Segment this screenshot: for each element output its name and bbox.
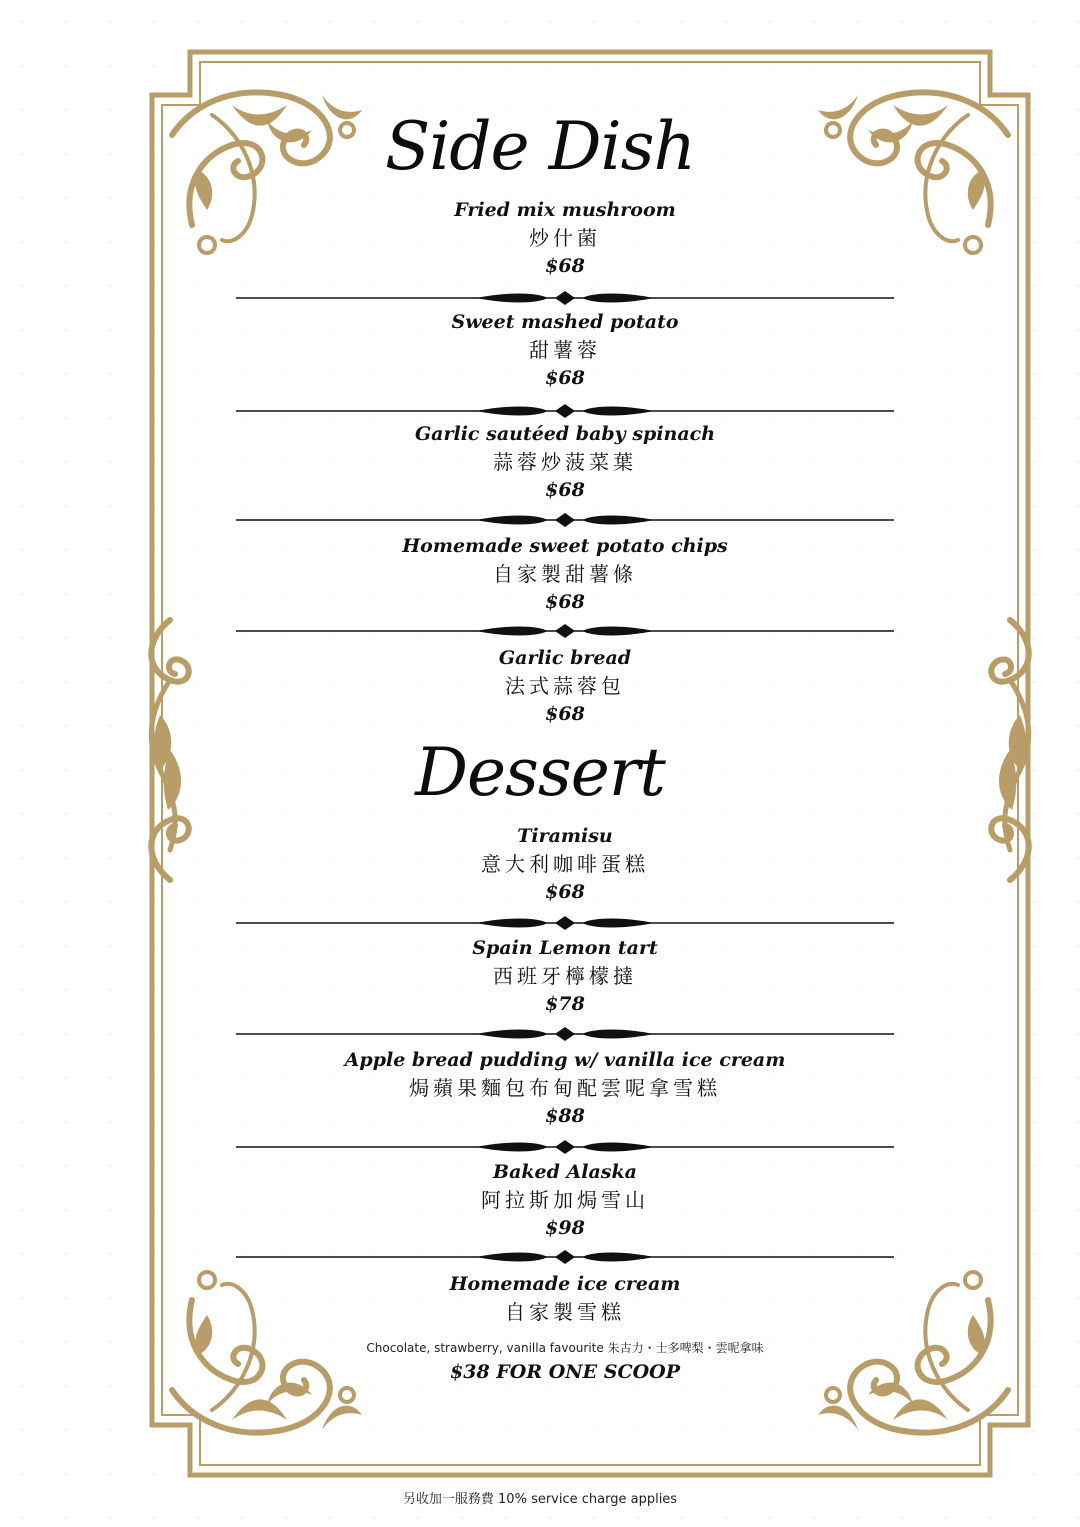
menu-item [236,644,894,728]
item-name-en: Homemade sweet potato chips [402,535,728,557]
item-name-en: Tiramisu [517,825,613,847]
item-name-en: Homemade ice cream [449,1273,681,1295]
menu-item [236,822,894,906]
menu-item [236,1270,894,1326]
divider [236,1139,894,1155]
menu-item [236,196,894,280]
item-price: $68 [545,255,585,277]
divider [236,623,894,639]
item-name-zh: 法式蒜蓉包 [505,674,625,698]
menu-item [236,532,894,616]
item-price: $98 [545,1217,585,1239]
section-title-dessert: Dessert [415,734,665,811]
divider [236,1026,894,1042]
item-price: $68 [545,881,585,903]
item-name-en: Garlic sautéed baby spinach [414,423,716,445]
divider [236,915,894,931]
ice-cream-flavours: Chocolate, strawberry, vanilla favourite 朱古力・士多啤梨・雲呢拿味 [366,1341,764,1355]
divider [236,1249,894,1265]
item-name-en: Apple bread pudding w/ vanilla ice cream [344,1049,786,1071]
item-name-en: Garlic bread [498,647,632,669]
divider [236,512,894,528]
menu-item [236,1046,894,1130]
item-price: $68 [545,703,585,725]
item-name-en: Fried mix mushroom [454,199,676,221]
item-name-zh: 自家製雪糕 [505,1300,625,1324]
item-price: $68 [545,591,585,613]
item-name-zh: 蒜蓉炒菠菜葉 [493,450,637,474]
section-title-side-dish: Side Dish [384,108,695,185]
item-name-zh: 阿拉斯加焗雪山 [481,1188,649,1212]
item-name-zh: 甜薯蓉 [529,338,601,362]
item-price: $88 [545,1105,585,1127]
menu-item [236,308,894,392]
menu-item [236,420,894,504]
item-name-en: Spain Lemon tart [472,937,658,959]
item-name-zh: 自家製甜薯條 [493,562,637,586]
divider [236,403,894,419]
item-name-zh: 西班牙檸檬撻 [493,964,637,988]
item-name-zh: 炒什菌 [529,226,601,250]
item-price: $78 [545,993,585,1015]
item-name-zh: 焗蘋果麵包布甸配雲呢拿雪糕 [409,1076,721,1100]
ice-cream-price: $38 FOR ONE SCOOP [450,1361,680,1383]
menu-item [236,934,894,1018]
item-price: $68 [545,479,585,501]
divider [236,290,894,306]
item-price: $68 [545,367,585,389]
menu-item [236,1158,894,1242]
item-name-en: Sweet mashed potato [451,311,679,333]
item-name-zh: 意大利咖啡蛋糕 [481,852,649,876]
item-name-en: Baked Alaska [493,1161,637,1183]
service-charge-note: 另收加一服務費 10% service charge applies [402,1492,678,1507]
